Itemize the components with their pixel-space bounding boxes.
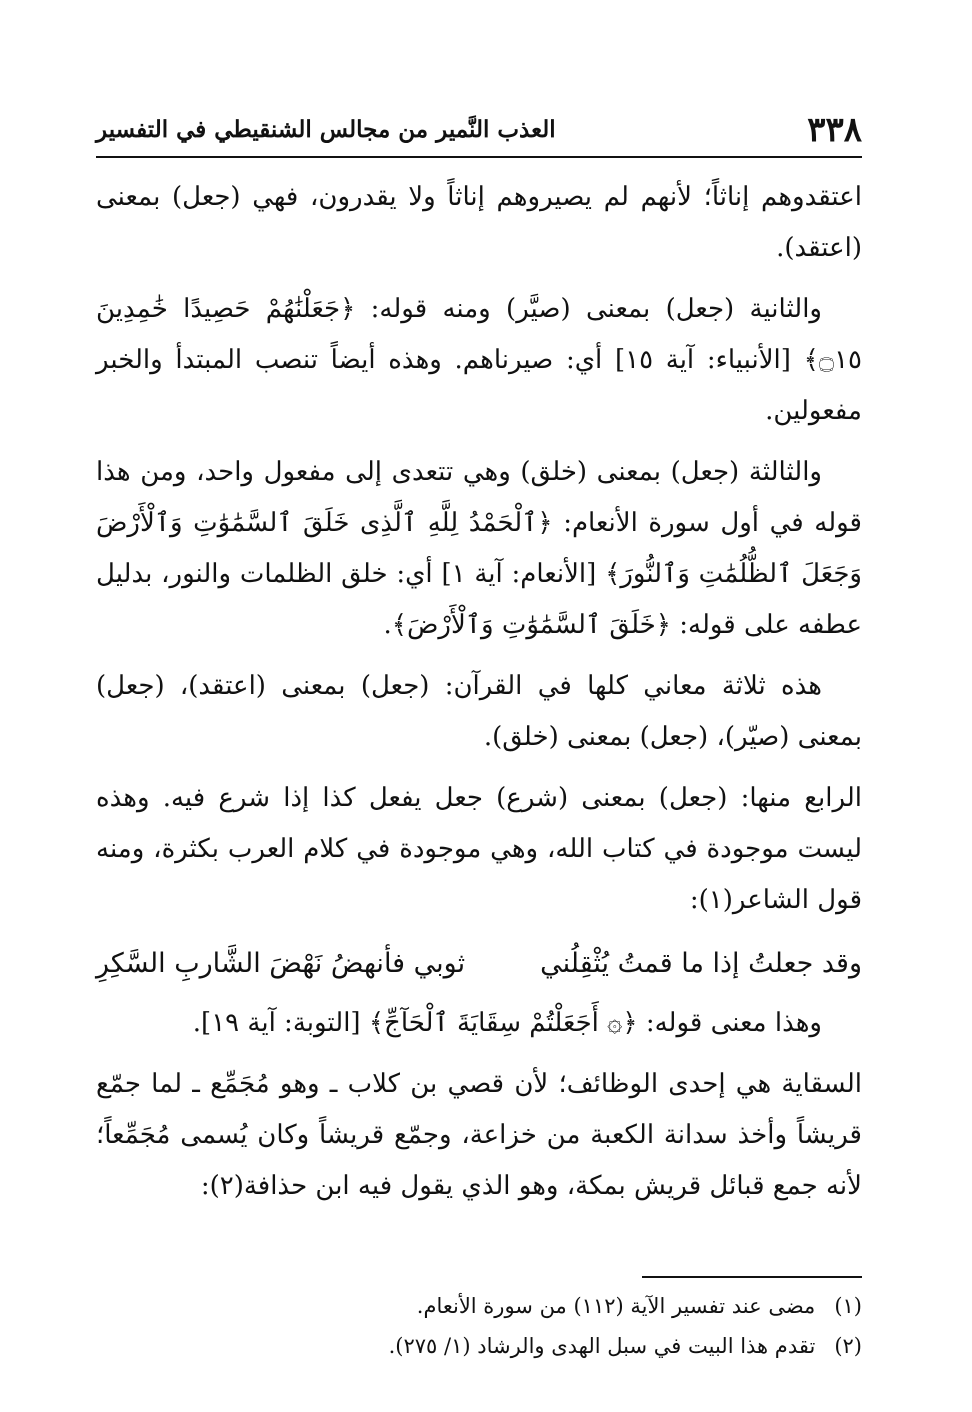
footnote-mark: (١): [834, 1294, 862, 1318]
paragraph: الرابع منها: (جعل) بمعنى (شرع) جعل يفعل كذا إذا شرع فيه. وهذه ليست موجودة في كتاب الله، وهي موجودة في كلام العرب بكثرة، ومنه قول الشاعر(١):: [96, 783, 862, 915]
paragraph: وهذا معنى قوله: ﴿۞ أَجَعَلْتُمْ سِقَايَةَ ٱلْحَآجِّ﴾ [التوبة: آية ١٩].: [192, 1008, 822, 1038]
page-header: [96, 108, 862, 158]
footnote-text: تقدم هذا البيت في سبل الهدى والرشاد (١/ ٢٧٥).: [388, 1334, 816, 1358]
footnote-text: مضى عند تفسير الآية (١١٢) من سورة الأنعام.: [416, 1294, 816, 1318]
footnote: [96, 1326, 862, 1366]
paragraph: والثانية (جعل) بمعنى (صيَّر) ومنه قوله: ﴿جَعَلْنَٰهُمْ حَصِيدًا خَٰمِدِينَ ۝١٥﴾ [الأنبياء: آية ١٥] أي: صيرناهم. وهذه أيضاً تنصب المبتدأ والخبر مفعولين.: [96, 294, 862, 426]
paragraph: اعتقدوهم إناثاً؛ لأنهم لم يصيروهم إناثاً ولا يقدرون، فهي (جعل) بمعنى (اعتقد).: [96, 182, 862, 263]
paragraph: والثالثة (جعل) بمعنى (خلق) وهي تتعدى إلى مفعول واحد، ومن هذا قوله في أول سورة الأنعام: ﴿ٱلْحَمْدُ لِلَّهِ ٱلَّذِى خَلَقَ ٱلسَّمَٰوَٰتِ وَٱلْأَرْضَ وَجَعَلَ ٱلظُّلُمَٰتِ وَٱلنُّورَ﴾ [الأنعام: آية ١] أي: خلق الظلمات والنور، بدليل عطفه على قوله: ﴿خَلَقَ ٱلسَّمَٰوَٰتِ وَٱلْأَرْضَ﴾.: [96, 457, 862, 640]
verse-second-hemistich: ثوبي فأنهضُ نَهْضَ الشَّاربِ السَّكِرِ: [96, 948, 466, 979]
poetry-verse: [96, 936, 862, 992]
page-body: [96, 172, 862, 1212]
verse-first-hemistich: وقد جعلتُ إذا ما قمتُ يُثْقِلُني: [540, 948, 862, 979]
page-number: ٣٣٨: [807, 110, 862, 150]
footnote-mark: (٢): [834, 1334, 862, 1358]
paragraph: السقاية هي إحدى الوظائف؛ لأن قصي بن كلاب ـ وهو مُجَمِّع ـ لما جمّع قريشاً وأخذ سدانة الكعبة من خزاعة، وجمّع قريشاً وكان يُسمى مُجَمِّعاً؛ لأنه جمع قبائل قريش بمكة، وهو الذي يقول فيه ابن حذافة(٢):: [96, 1069, 862, 1201]
footnote-separator: [642, 1276, 862, 1278]
book-page: [96, 108, 862, 1378]
footnotes: [96, 1276, 862, 1366]
running-title: العذب النَّمير من مجالس الشنقيطي في التفسير: [96, 116, 556, 143]
paragraph: هذه ثلاثة معاني كلها في القرآن: (جعل) بمعنى (اعتقد)، (جعل) بمعنى (صيّر)، (جعل) بمعنى (خلق).: [96, 671, 862, 752]
footnote: [96, 1286, 862, 1326]
